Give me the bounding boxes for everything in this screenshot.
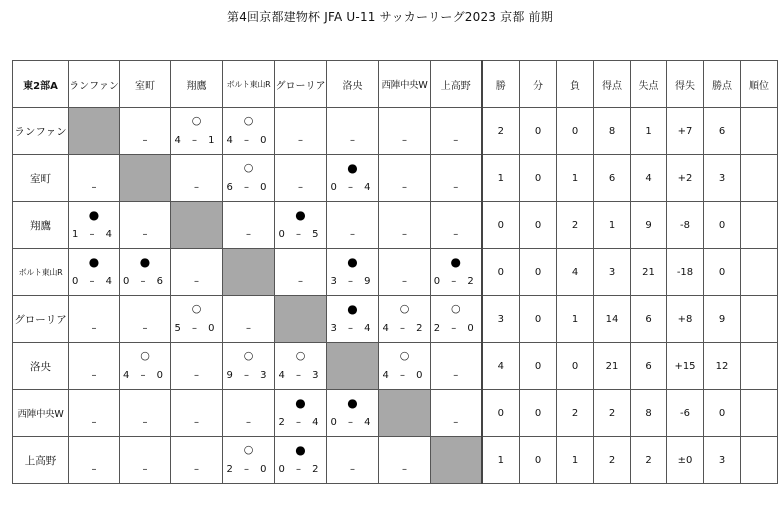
no-result-dash: –	[142, 464, 148, 475]
no-result-dash: –	[91, 464, 97, 475]
match-score: 9 – 3	[226, 370, 271, 381]
loss-mark-icon: ●	[347, 161, 358, 175]
match-score: 4 – 0	[226, 135, 271, 146]
result-cell	[431, 202, 482, 249]
result-cell	[120, 296, 171, 343]
stat-losses: 2	[557, 202, 594, 249]
col-points: 勝点	[704, 61, 741, 108]
win-mark-icon: ○	[243, 114, 254, 127]
match-score: 0 – 6	[122, 276, 168, 287]
loss-mark-icon: ●	[347, 255, 358, 269]
stat-losses: 1	[557, 437, 594, 484]
loss-mark-icon: ●	[88, 255, 100, 269]
stat-wins: 1	[482, 437, 520, 484]
table-row	[13, 108, 778, 155]
col-goal-diff: 得失	[667, 61, 704, 108]
stat-wins: 0	[482, 390, 520, 437]
row-team-name: 洛央	[13, 343, 69, 390]
corner-label: 東2部A	[13, 61, 69, 108]
stat-rank	[741, 108, 778, 155]
loss-mark-icon: ●	[295, 443, 306, 457]
stat-wins: 2	[482, 108, 520, 155]
stat-points: 3	[704, 155, 741, 202]
diagonal-cell	[223, 249, 275, 296]
stat-draws: 0	[520, 249, 557, 296]
stat-rank	[741, 155, 778, 202]
match-score: 2 – 0	[226, 464, 271, 475]
loss-mark-icon: ●	[139, 255, 151, 269]
no-result-dash: –	[298, 276, 303, 287]
table-row	[13, 249, 778, 296]
match-score: 6 – 0	[226, 182, 271, 193]
match-score: 5 – 0	[174, 323, 219, 334]
row-team-name: グローリア	[13, 296, 69, 343]
result-cell	[327, 249, 379, 296]
result-cell	[69, 249, 120, 296]
no-result-dash: –	[194, 417, 199, 428]
no-result-dash: –	[91, 417, 97, 428]
stat-rank	[741, 390, 778, 437]
stat-goal-diff: -18	[667, 249, 704, 296]
win-mark-icon: ○	[243, 443, 254, 456]
result-cell	[379, 202, 431, 249]
stat-goals-for: 21	[594, 343, 631, 390]
result-cell	[275, 155, 327, 202]
result-cell	[431, 155, 482, 202]
result-cell	[223, 108, 275, 155]
diagonal-cell	[327, 343, 379, 390]
no-result-dash: –	[142, 417, 148, 428]
stat-draws: 0	[520, 437, 557, 484]
stat-points: 0	[704, 249, 741, 296]
loss-mark-icon: ●	[295, 208, 306, 222]
result-cell	[379, 437, 431, 484]
result-cell	[223, 296, 275, 343]
no-result-dash: –	[453, 417, 459, 428]
win-mark-icon: ○	[295, 349, 306, 362]
row-team-name: 室町	[13, 155, 69, 202]
result-cell	[69, 390, 120, 437]
result-cell	[120, 249, 171, 296]
no-result-dash: –	[91, 182, 97, 193]
no-result-dash: –	[298, 135, 303, 146]
stat-goals-for: 2	[594, 390, 631, 437]
no-result-dash: –	[194, 276, 199, 287]
no-result-dash: –	[91, 323, 97, 334]
result-cell	[275, 249, 327, 296]
stat-losses: 4	[557, 249, 594, 296]
stat-draws: 0	[520, 155, 557, 202]
col-team-1: ランファン	[69, 61, 120, 108]
stat-goals-against: 8	[631, 390, 667, 437]
col-team-8: 上高野	[431, 61, 482, 108]
no-result-dash: –	[246, 417, 251, 428]
stat-losses: 0	[557, 343, 594, 390]
result-cell	[275, 390, 327, 437]
result-cell	[223, 437, 275, 484]
match-score: 0 – 5	[278, 229, 323, 240]
stat-goal-diff: -6	[667, 390, 704, 437]
result-cell	[120, 202, 171, 249]
table-row	[13, 437, 778, 484]
result-cell	[379, 155, 431, 202]
header-row	[13, 61, 778, 108]
stat-wins: 3	[482, 296, 520, 343]
stat-draws: 0	[520, 202, 557, 249]
stat-goals-against: 6	[631, 343, 667, 390]
stat-points: 6	[704, 108, 741, 155]
no-result-dash: –	[142, 229, 148, 240]
table-row	[13, 343, 778, 390]
stat-goals-for: 2	[594, 437, 631, 484]
diagonal-cell	[431, 437, 482, 484]
no-result-dash: –	[402, 229, 407, 240]
no-result-dash: –	[246, 229, 251, 240]
no-result-dash: –	[246, 323, 251, 334]
stat-wins: 4	[482, 343, 520, 390]
win-mark-icon: ○	[243, 161, 254, 174]
result-cell	[275, 343, 327, 390]
win-mark-icon: ○	[399, 349, 410, 362]
stat-goals-against: 21	[631, 249, 667, 296]
stat-goal-diff: +7	[667, 108, 704, 155]
stat-goals-against: 9	[631, 202, 667, 249]
stat-goals-for: 8	[594, 108, 631, 155]
result-cell	[69, 155, 120, 202]
stat-draws: 0	[520, 296, 557, 343]
match-score: 3 – 4	[330, 323, 375, 334]
result-cell	[327, 108, 379, 155]
stat-goals-against: 2	[631, 437, 667, 484]
result-cell	[120, 437, 171, 484]
col-losses: 負	[557, 61, 594, 108]
table-row	[13, 390, 778, 437]
no-result-dash: –	[453, 182, 459, 193]
stat-goals-for: 14	[594, 296, 631, 343]
result-cell	[69, 343, 120, 390]
stat-goals-for: 3	[594, 249, 631, 296]
result-cell	[171, 108, 223, 155]
match-score: 0 – 4	[330, 417, 375, 428]
no-result-dash: –	[350, 229, 355, 240]
result-cell	[120, 390, 171, 437]
result-cell	[223, 155, 275, 202]
stat-goal-diff: ±0	[667, 437, 704, 484]
win-mark-icon: ○	[191, 114, 202, 127]
result-cell	[431, 249, 482, 296]
no-result-dash: –	[402, 464, 407, 475]
stat-goals-against: 6	[631, 296, 667, 343]
col-goals-for: 得点	[594, 61, 631, 108]
stat-rank	[741, 343, 778, 390]
no-result-dash: –	[402, 182, 407, 193]
row-team-name: 上高野	[13, 437, 69, 484]
match-score: 4 – 0	[122, 370, 168, 381]
loss-mark-icon: ●	[450, 255, 461, 269]
no-result-dash: –	[194, 370, 199, 381]
match-score: 4 – 3	[278, 370, 323, 381]
win-mark-icon: ○	[140, 349, 150, 362]
match-score: 4 – 2	[382, 323, 427, 334]
result-cell	[379, 249, 431, 296]
stat-wins: 0	[482, 249, 520, 296]
col-team-4: ボルト東山R	[223, 61, 275, 108]
stat-rank	[741, 437, 778, 484]
result-cell	[327, 437, 379, 484]
stat-goals-against: 4	[631, 155, 667, 202]
stat-draws: 0	[520, 390, 557, 437]
result-cell	[379, 296, 431, 343]
win-mark-icon: ○	[450, 302, 461, 315]
match-score: 2 – 0	[433, 323, 478, 334]
match-score: 4 – 1	[174, 135, 219, 146]
result-cell	[69, 202, 120, 249]
row-team-name: 西陣中央W	[13, 390, 69, 437]
loss-mark-icon: ●	[347, 396, 358, 410]
result-cell	[171, 249, 223, 296]
diagonal-cell	[69, 108, 120, 155]
row-team-name: ボルト東山R	[13, 249, 69, 296]
no-result-dash: –	[194, 182, 199, 193]
stat-draws: 0	[520, 343, 557, 390]
loss-mark-icon: ●	[88, 208, 100, 222]
table-row	[13, 202, 778, 249]
stat-points: 12	[704, 343, 741, 390]
result-cell	[431, 343, 482, 390]
no-result-dash: –	[298, 182, 303, 193]
col-draws: 分	[520, 61, 557, 108]
no-result-dash: –	[142, 323, 148, 334]
result-cell	[171, 155, 223, 202]
stat-losses: 2	[557, 390, 594, 437]
result-cell	[431, 108, 482, 155]
stat-wins: 0	[482, 202, 520, 249]
result-cell	[327, 296, 379, 343]
no-result-dash: –	[91, 370, 97, 381]
stat-rank	[741, 202, 778, 249]
stat-rank	[741, 249, 778, 296]
stat-rank	[741, 296, 778, 343]
match-score: 0 – 2	[278, 464, 323, 475]
diagonal-cell	[171, 202, 223, 249]
result-cell	[379, 343, 431, 390]
result-cell	[120, 343, 171, 390]
diagonal-cell	[120, 155, 171, 202]
result-cell	[171, 437, 223, 484]
match-score: 3 – 9	[330, 276, 375, 287]
result-cell	[171, 390, 223, 437]
diagonal-cell	[379, 390, 431, 437]
result-cell	[327, 202, 379, 249]
col-team-7: 西陣中央W	[379, 61, 431, 108]
result-cell	[120, 108, 171, 155]
match-score: 0 – 4	[71, 276, 117, 287]
no-result-dash: –	[194, 464, 199, 475]
table-row	[13, 296, 778, 343]
result-cell	[275, 108, 327, 155]
result-cell	[69, 437, 120, 484]
no-result-dash: –	[453, 229, 459, 240]
col-rank: 順位	[741, 61, 778, 108]
no-result-dash: –	[142, 135, 148, 146]
stat-points: 0	[704, 202, 741, 249]
result-cell	[327, 155, 379, 202]
result-cell	[431, 390, 482, 437]
stat-goals-against: 1	[631, 108, 667, 155]
no-result-dash: –	[350, 135, 355, 146]
no-result-dash: –	[402, 135, 407, 146]
match-score: 1 – 4	[71, 229, 117, 240]
stat-losses: 1	[557, 155, 594, 202]
stat-goal-diff: +8	[667, 296, 704, 343]
result-cell	[223, 390, 275, 437]
stat-goal-diff: -8	[667, 202, 704, 249]
match-score: 0 – 2	[433, 276, 478, 287]
loss-mark-icon: ●	[347, 302, 358, 316]
page-title: 第4回京都建物杯 JFA U-11 サッカーリーグ2023 京都 前期	[227, 10, 553, 24]
row-team-name: 翔鷹	[13, 202, 69, 249]
result-cell	[275, 202, 327, 249]
no-result-dash: –	[402, 276, 407, 287]
result-cell	[431, 296, 482, 343]
league-table	[12, 60, 778, 484]
stat-losses: 1	[557, 296, 594, 343]
win-mark-icon: ○	[243, 349, 254, 362]
result-cell	[223, 202, 275, 249]
result-cell	[223, 343, 275, 390]
result-cell	[69, 296, 120, 343]
col-team-6: 洛央	[327, 61, 379, 108]
stat-goals-for: 6	[594, 155, 631, 202]
result-cell	[171, 343, 223, 390]
row-team-name: ランファン	[13, 108, 69, 155]
stat-goals-for: 1	[594, 202, 631, 249]
loss-mark-icon: ●	[295, 396, 306, 410]
result-cell	[171, 296, 223, 343]
result-cell	[379, 108, 431, 155]
stat-points: 9	[704, 296, 741, 343]
stat-points: 3	[704, 437, 741, 484]
stat-wins: 1	[482, 155, 520, 202]
stat-points: 0	[704, 390, 741, 437]
match-score: 4 – 0	[382, 370, 427, 381]
stat-goal-diff: +15	[667, 343, 704, 390]
no-result-dash: –	[350, 464, 355, 475]
stat-goal-diff: +2	[667, 155, 704, 202]
win-mark-icon: ○	[399, 302, 410, 315]
match-score: 2 – 4	[278, 417, 323, 428]
diagonal-cell	[275, 296, 327, 343]
no-result-dash: –	[453, 135, 459, 146]
col-goals-against: 失点	[631, 61, 667, 108]
col-team-3: 翔鷹	[171, 61, 223, 108]
col-team-2: 室町	[120, 61, 171, 108]
col-wins: 勝	[482, 61, 520, 108]
win-mark-icon: ○	[191, 302, 202, 315]
result-cell	[275, 437, 327, 484]
match-score: 0 – 4	[330, 182, 375, 193]
stat-losses: 0	[557, 108, 594, 155]
stat-draws: 0	[520, 108, 557, 155]
result-cell	[327, 390, 379, 437]
col-team-5: グローリア	[275, 61, 327, 108]
table-row	[13, 155, 778, 202]
no-result-dash: –	[453, 370, 459, 381]
